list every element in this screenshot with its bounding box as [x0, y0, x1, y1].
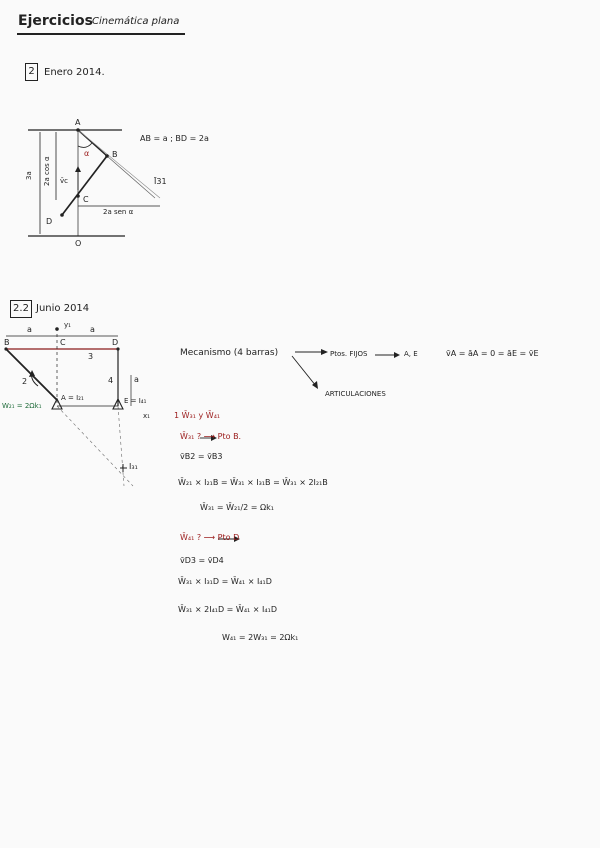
- point-a-label: A: [75, 118, 81, 127]
- fijos-arrowhead: [394, 352, 400, 358]
- joint-b: [4, 347, 7, 350]
- step-1: 1 W̄₃₁ y W̄₄₁: [174, 411, 221, 420]
- point-c-label: C: [83, 195, 89, 204]
- step-5: W̄₃₁ = W̄₂₁/2 = Ωk₁: [200, 503, 274, 512]
- step-4: W̄₂₁ × I₂₁B = W̄₃₁ × I₃₁B = W̄₃₁ × 2I₂₁B: [178, 478, 328, 487]
- point-b-label: B: [4, 338, 10, 347]
- mechanism-arrow-articulaciones: [292, 356, 316, 386]
- point-b-label: B: [112, 150, 118, 159]
- dim-vertical-a: a: [134, 375, 139, 384]
- point-o-label: O: [75, 239, 82, 248]
- line-a-i31: [57, 406, 133, 486]
- page-title: Ejercicios: [18, 13, 93, 29]
- mech-arrowhead-1: [321, 349, 328, 355]
- dim-a-right: a: [90, 325, 95, 334]
- fixed-points-result: A, E: [404, 350, 418, 358]
- ir-i31-label: I₃₁: [129, 462, 138, 471]
- dim-3a-label: 3a: [25, 171, 33, 180]
- bar-4-label: 4: [108, 376, 114, 385]
- bar-2-label: 2: [22, 377, 28, 386]
- point-c-label: C: [60, 338, 66, 347]
- step-2: W̄₃₁ ? ⟶ Pto B.: [180, 432, 242, 441]
- step-9: W̄₃₁ × 2I₄₁D = W̄₄₁ × I₄₁D: [178, 605, 277, 614]
- problem1-date: Enero 2014.: [44, 67, 105, 78]
- problem2-date: Junio 2014: [36, 303, 90, 314]
- given-lengths: AB = a ; BD = 2a: [140, 134, 209, 143]
- problem2-number: 2.2: [13, 303, 29, 314]
- dim-a-left: a: [27, 325, 32, 334]
- problem1-number: 2: [28, 66, 35, 77]
- step-7: v̄D3 = v̄D4: [180, 556, 224, 565]
- joint-d: [116, 347, 119, 350]
- fixed-points-label: Ptos. FIJOS: [330, 350, 368, 358]
- step-10: W₄₁ = 2W₃₁ = 2Ωk₁: [222, 633, 299, 642]
- y1-axis-label: y₁: [64, 321, 71, 329]
- point-d-label: D: [112, 338, 119, 347]
- joints-label: ARTICULACIONES: [325, 390, 386, 398]
- omega-input-label: W₂₁ = 2Ωk₁: [2, 402, 42, 410]
- point-d-label: D: [46, 217, 53, 226]
- velocity-equation: v̄A = āA = 0 = āE = v̄E: [446, 349, 539, 358]
- x1-axis-label: x₁: [143, 412, 150, 420]
- step-8: W̄₃₁ × I₃₁D = W̄₄₁ × I₄₁D: [178, 577, 272, 586]
- page-subtitle: Cinemática plana: [92, 16, 180, 27]
- angle-alpha-label: α: [84, 149, 90, 158]
- line-e-i31: [118, 406, 124, 486]
- velocity-vc-label: v̄c: [60, 177, 68, 185]
- dim-2acos-label: 2a cos α: [43, 156, 51, 186]
- origin-point: [55, 327, 59, 331]
- point-a-label: A = I₂₁: [61, 394, 84, 402]
- point-e-label: E = I₄₁: [124, 397, 147, 405]
- bar-3-label: 3: [88, 352, 94, 361]
- step-3: v̄B2 = v̄B3: [180, 452, 223, 461]
- step-6: W̄₄₁ ? ⟶ Pto D: [180, 533, 240, 542]
- ir-i31-label: Ī31: [154, 177, 167, 186]
- mechanism-label: Mecanismo (4 barras): [180, 348, 279, 358]
- dim-2asen-label: 2a sen α: [103, 208, 134, 216]
